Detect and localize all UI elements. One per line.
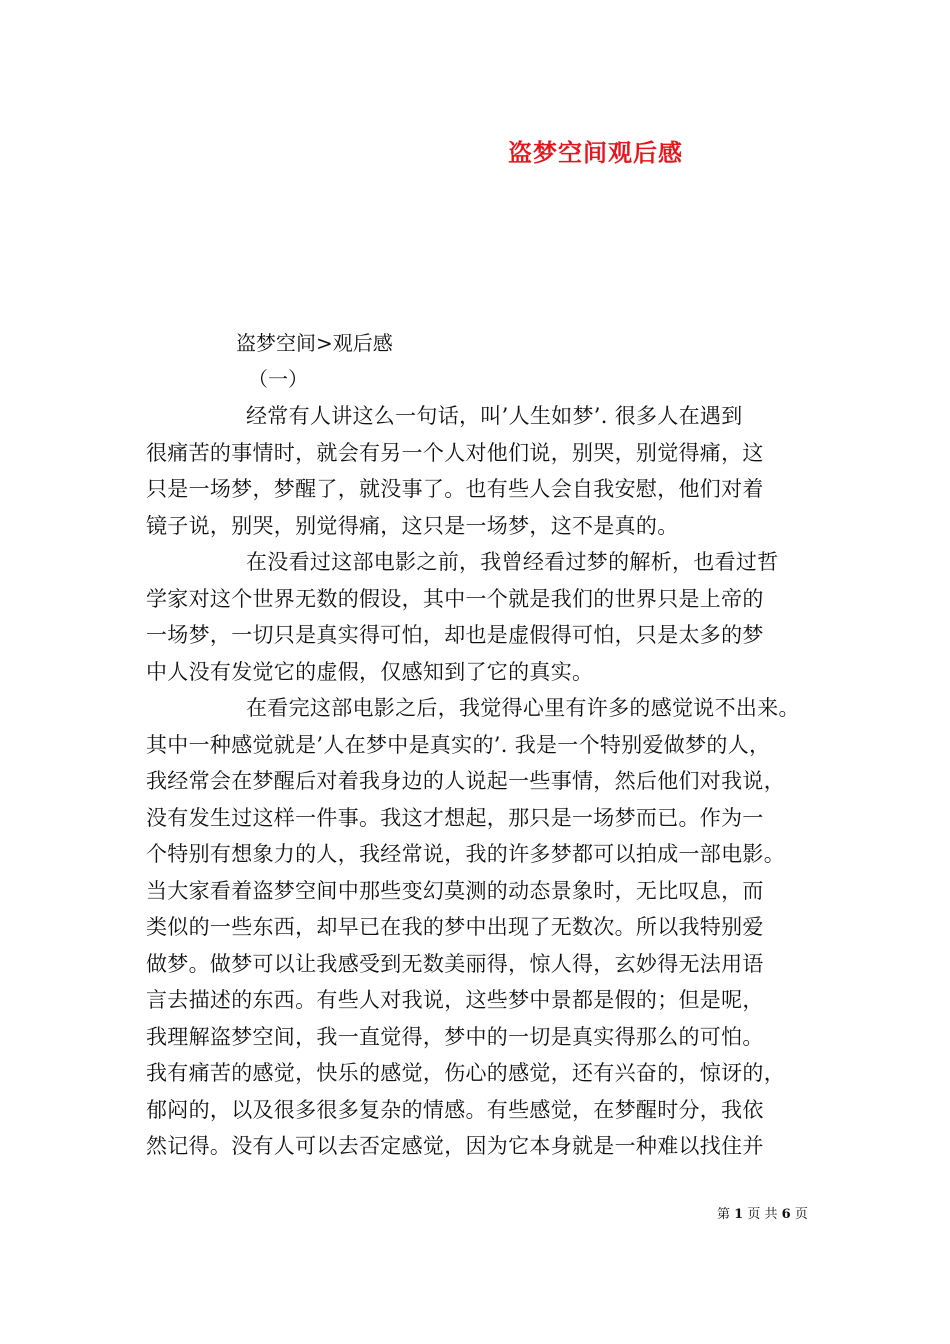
text-line: 做梦。做梦可以让我感受到无数美丽得，惊人得，玄妙得无法用语 xyxy=(146,951,764,976)
text-line: 个特别有想象力的人，我经常说，我的许多梦都可以拍成一部电影。 xyxy=(146,842,785,866)
footer-middle: 页 共 xyxy=(747,1207,778,1222)
text-line: 在看完这部电影之后，我觉得心里有许多的感觉说不出来。 xyxy=(246,696,800,720)
current-page-number: 1 xyxy=(734,1207,744,1222)
text-line: 言去描述的东西。有些人对我说，这些梦中景都是假的；但是呢， xyxy=(146,988,764,1012)
text-line: 当大家看着盗梦空间中那些变幻莫测的动态景象时，无比叹息，而 xyxy=(146,878,764,903)
text-line: 在没看过这部电影之前，我曾经看过梦的解析，也看过哲 xyxy=(246,550,779,574)
text-line: 没有发生过这样一件事。我这才想起，那只是一场梦而已。作为一 xyxy=(146,805,764,830)
text-line: 类似的一些东西，却早已在我的梦中出现了无数次。所以我特别爱 xyxy=(146,915,764,939)
text-line: 我有痛苦的感觉，快乐的感觉，伤心的感觉，还有兴奋的，惊讶的， xyxy=(146,1061,785,1085)
section-number: （一） xyxy=(248,367,308,391)
page-title: 盗梦空间观后感 xyxy=(508,138,683,167)
page-footer xyxy=(717,1203,808,1222)
text-line: 很痛苦的事情时，就会有另一个人对他们说，别哭，别觉得痛，这 xyxy=(146,440,764,465)
text-line: 其中一种感觉就是’人在梦中是真实的’. 我是一个特别爱做梦的人， xyxy=(146,732,771,757)
text-line: 我经常会在梦醒后对着我身边的人说起一些事情，然后他们对我说， xyxy=(146,769,785,793)
text-line: 学家对这个世界无数的假设，其中一个就是我们的世界只是上帝的 xyxy=(146,586,764,611)
text-line: 中人没有发觉它的虚假，仅感知到了它的真实。 xyxy=(146,659,594,684)
text-line: 只是一场梦，梦醒了，就没事了。也有些人会自我安慰，他们对着 xyxy=(146,477,764,501)
total-page-count: 6 xyxy=(781,1207,791,1222)
text-line: 一场梦，一切只是真实得可怕，却也是虚假得可怕，只是太多的梦 xyxy=(146,623,764,647)
text-line: 经常有人讲这么一句话，叫’人生如梦’. 很多人在遇到 xyxy=(246,404,743,428)
text-line: 我理解盗梦空间，我一直觉得，梦中的一切是真实得那么的可怕。 xyxy=(146,1024,764,1049)
text-line: 然记得。没有人可以去否定感觉，因为它本身就是一种难以找住并 xyxy=(146,1134,764,1158)
text-line: 郁闷的，以及很多很多复杂的情感。有些感觉，在梦醒时分，我依 xyxy=(146,1097,764,1122)
footer-suffix: 页 xyxy=(794,1207,808,1222)
text-line: 镜子说，别哭，别觉得痛，这只是一场梦，这不是真的。 xyxy=(146,513,679,538)
body-text xyxy=(146,398,822,1165)
document-subtitle: 盗梦空间>观后感 xyxy=(236,331,393,355)
footer-prefix: 第 xyxy=(717,1207,731,1222)
